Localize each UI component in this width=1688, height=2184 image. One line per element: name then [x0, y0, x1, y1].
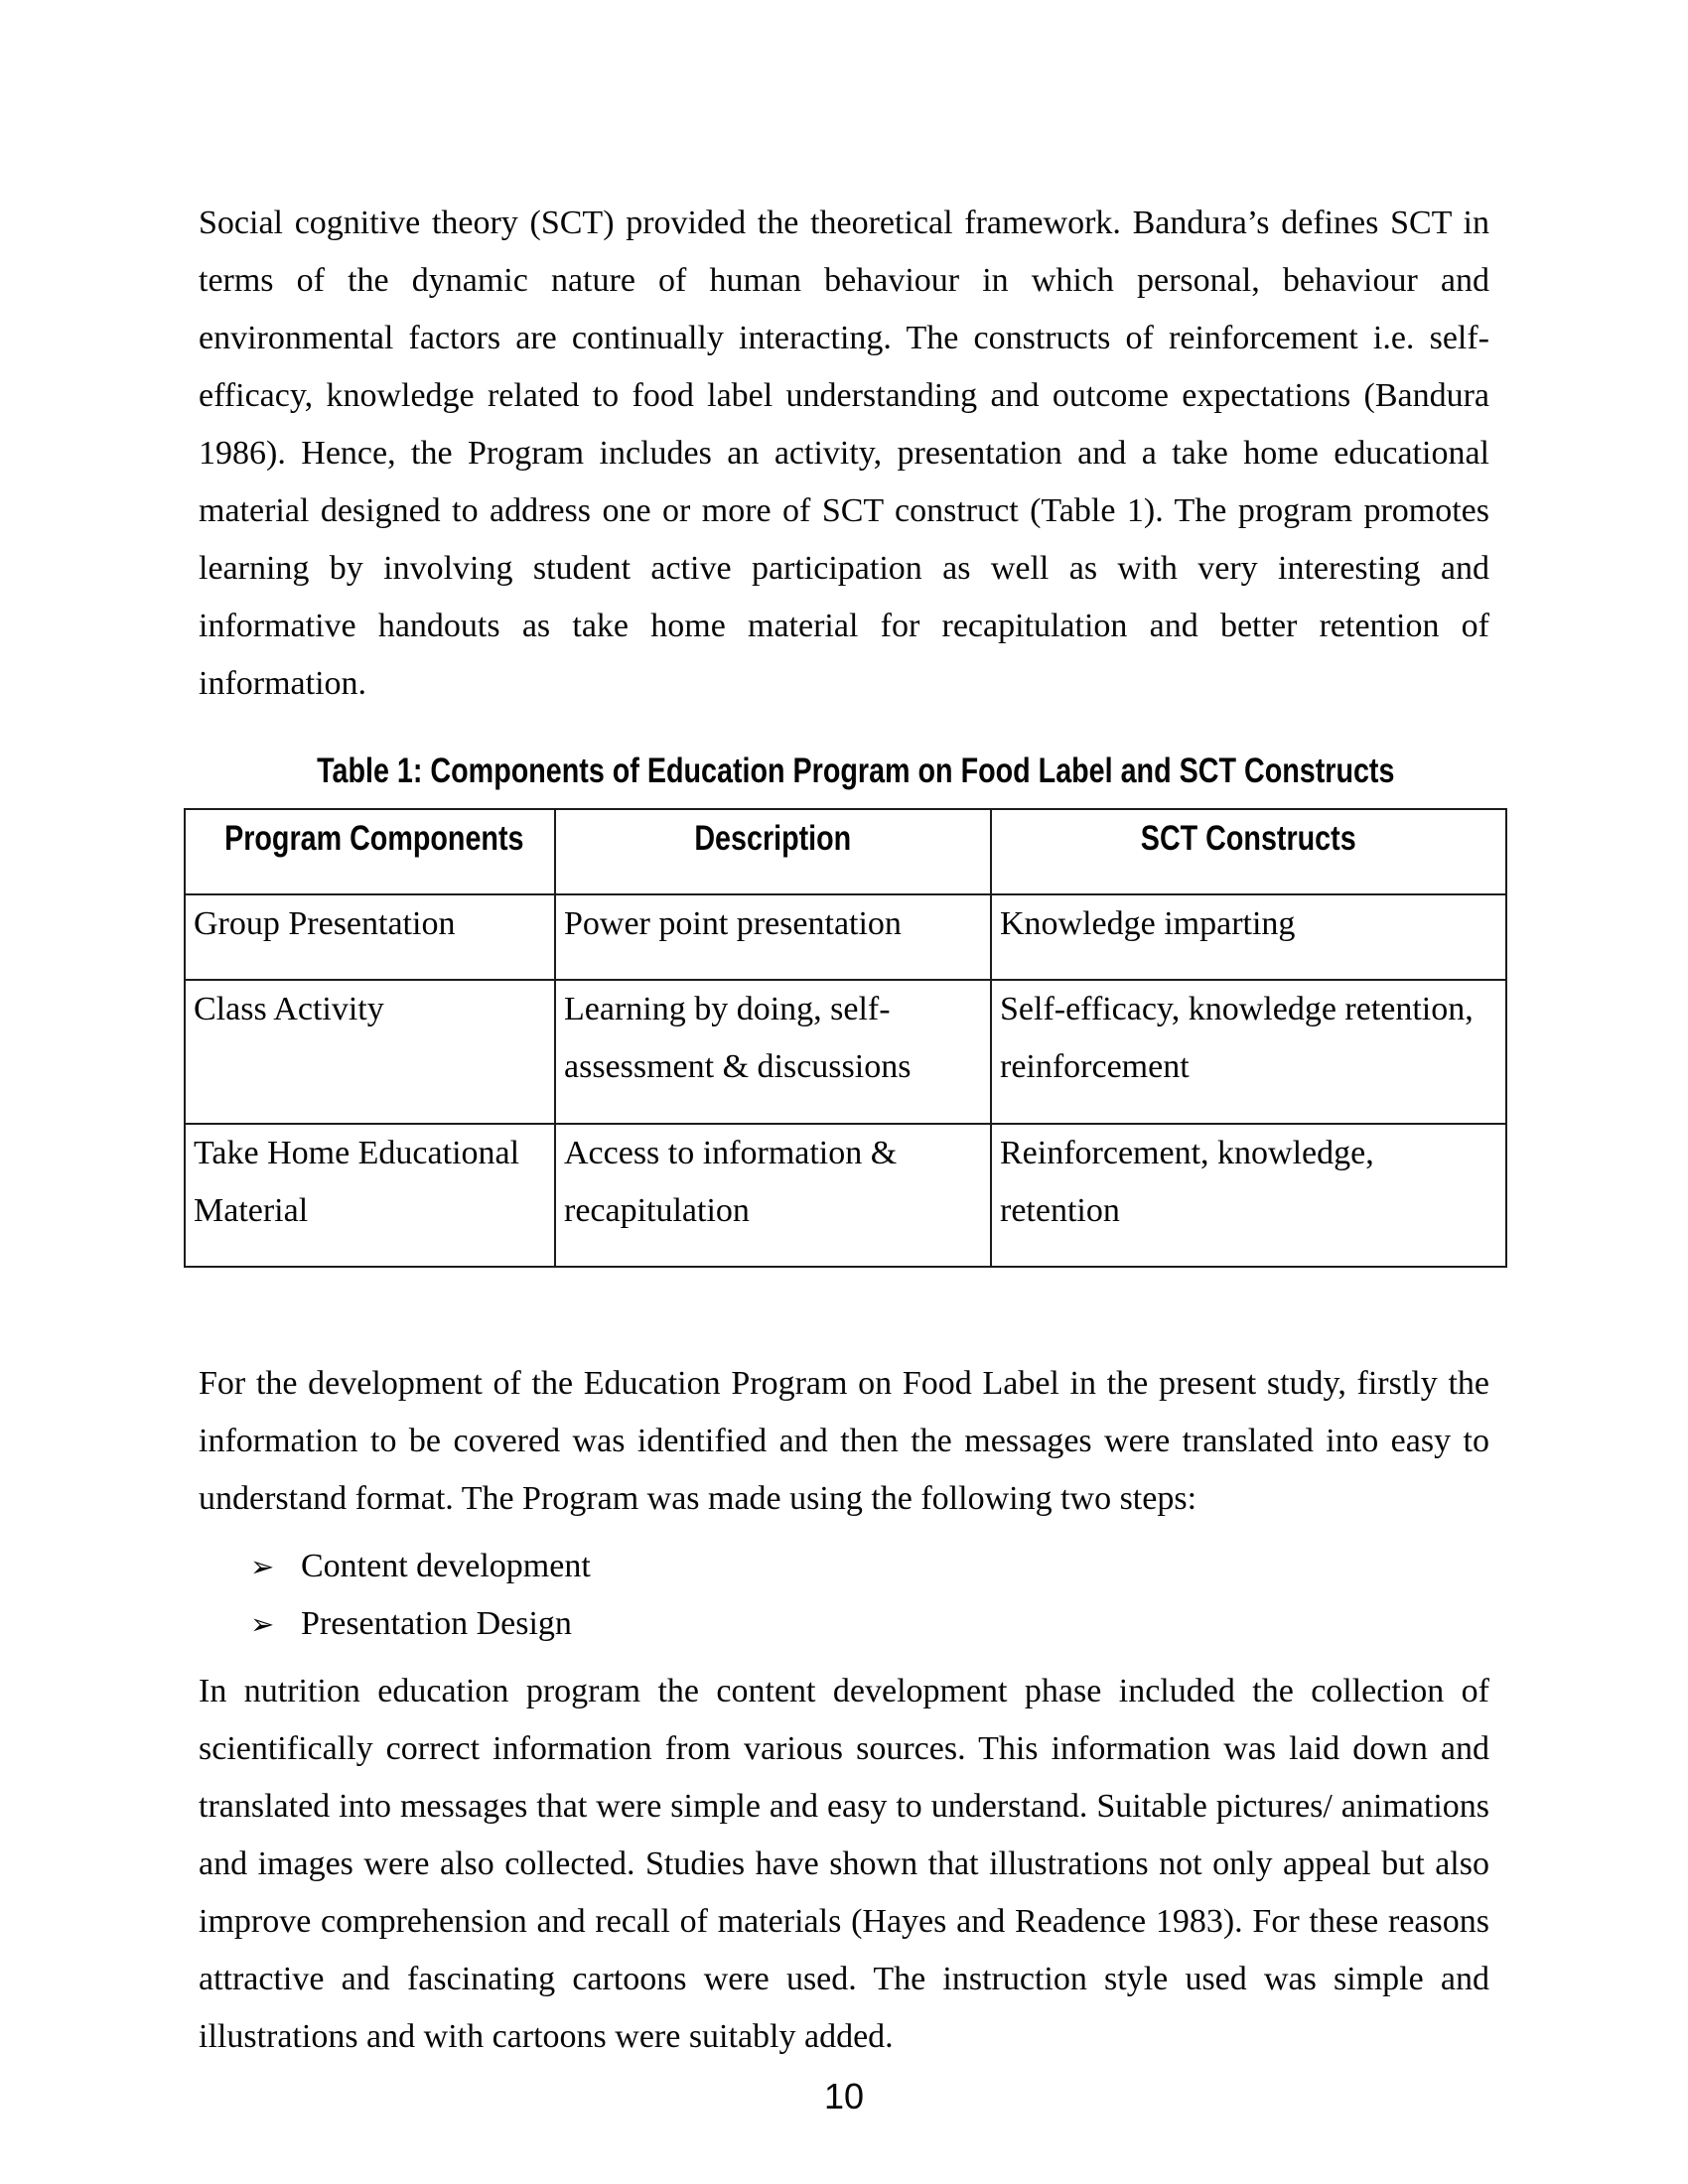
table-cell-description: Power point presentation	[555, 894, 991, 980]
step-label: Presentation Design	[301, 1605, 572, 1642]
page-number: 10	[823, 2076, 865, 2116]
paragraph-content-development: In nutrition education program the content development phase included the collection of scientifically correct information from various sources. This information was laid down and translated into messages that were simple and easy to understand. Suitable pictures/ animations and images were also collected. Studies have shown that illustrations not only appeal but also improve comprehension and recall of materials (Hayes and Readence 1983). For these reasons attractive and fascinating cartoons were used. The instruction style used was simple and illustrations and with cartoons were suitably added.	[199, 1673, 1489, 2055]
table-row	[185, 1124, 1506, 1267]
table-cell-component: Group Presentation	[185, 894, 555, 980]
table-cell-construct: Reinforcement, knowledge, retention	[991, 1124, 1506, 1267]
table-cell-construct: Self-efficacy, knowledge retention, reinforcement	[991, 980, 1506, 1124]
step-item-content-development	[250, 1538, 1489, 1595]
table-row	[185, 980, 1506, 1124]
table-header-text: Description	[694, 819, 852, 858]
table-header-program-components	[185, 809, 555, 894]
table-header-text: SCT Constructs	[1141, 819, 1356, 858]
step-label: Content development	[301, 1548, 591, 1584]
arrow-bullet-icon: ➢	[250, 1607, 275, 1641]
table-header-sct-constructs	[991, 809, 1506, 894]
paragraph-development: For the development of the Education Program on Food Label in the present study, firstly the information to be covered was identified and then the messages were translated into easy to understand format. The Program was made using the following two steps:	[199, 1365, 1489, 1517]
steps-list	[199, 1538, 1489, 1653]
table-header-description	[555, 809, 991, 894]
arrow-bullet-icon: ➢	[250, 1550, 275, 1583]
table-cell-component: Class Activity	[185, 980, 555, 1124]
components-table	[184, 808, 1507, 1268]
table-cell-description: Learning by doing, self-assessment & discussions	[555, 980, 991, 1124]
step-item-presentation-design	[250, 1595, 1489, 1653]
table-caption-text: Table 1: Components of Education Program on Food Label and SCT Constructs	[317, 751, 1395, 790]
table-caption	[199, 749, 1489, 794]
table-row	[185, 894, 1506, 980]
table-header-row	[185, 809, 1506, 894]
table-header-text: Program Components	[224, 819, 524, 858]
table-cell-description: Access to information & recapitulation	[555, 1124, 991, 1267]
table-cell-component: Take Home Educational Material	[185, 1124, 555, 1267]
table-cell-construct: Knowledge imparting	[991, 894, 1506, 980]
paragraph-intro: Social cognitive theory (SCT) provided the theoretical framework. Bandura’s defines SCT in terms of the dynamic nature of human behaviour in which personal, behaviour and environmental factors are continually interacting. The constructs of reinforcement i.e. self-efficacy, knowledge related to food label understanding and outcome expectations (Bandura 1986). Hence, the Program includes an activity, presentation and a take home educational material designed to address one or more of SCT construct (Table 1). The program promotes learning by involving student active participation as well as with very interesting and informative handouts as take home material for recapitulation and better retention of information.	[199, 205, 1489, 702]
